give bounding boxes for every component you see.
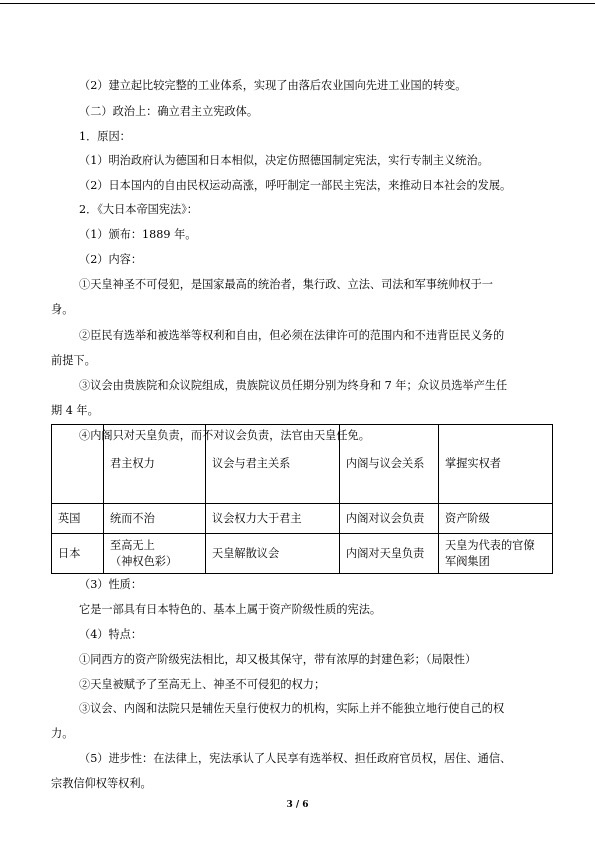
paragraph-line: 宗教信仰权等权利。 — [51, 777, 152, 790]
paragraph-line: 期 4 年。 — [51, 404, 99, 417]
table-cell — [104, 534, 206, 574]
table-cell: 议会权力大于君主 — [206, 504, 340, 534]
paragraph-line: （2）建立起比较完整的工业体系，实现了由落后农业国向先进工业国的转变。 — [79, 79, 467, 92]
page-top-rule — [0, 3, 595, 4]
paragraph-line: （5）进步性：在法律上，宪法承认了人民享有选举权、担任政府官员权，居住、通信、 — [79, 752, 512, 765]
paragraph-line: （1）颁布：1889 年。 — [79, 228, 197, 241]
paragraph-line: ③议会、内阁和法院只是辅佐天皇行使权力的机构，实际上并不能独立地行使自己的权 — [79, 702, 505, 715]
subsection-heading: （4）特点： — [79, 628, 143, 641]
table-cell-line: 军阀集团 — [445, 554, 490, 568]
table-cell-line: 至高无上 — [110, 538, 155, 552]
paragraph-line: 前提下。 — [51, 354, 96, 367]
table-cell: 天皇解散议会 — [206, 534, 340, 574]
paragraph-line: ④内阁只对天皇负责，而不对议会负责，法官由天皇任免。 — [79, 429, 370, 442]
table-header-cell: 君主权力 — [104, 425, 206, 504]
comparison-table — [51, 424, 553, 574]
table-header-cell: 掌握实权者 — [439, 425, 553, 504]
table-header-row — [52, 425, 553, 504]
paragraph-line: ②天皇被赋予了至高无上、神圣不可侵犯的权力； — [79, 678, 326, 691]
table-cell — [439, 534, 553, 574]
subsection-heading: 2．《大日本帝国宪法》： — [79, 203, 198, 216]
paragraph-line: ②臣民有选举和被选举等权利和自由，但必须在法律许可的范围内和不违背臣民义务的 — [79, 329, 505, 342]
table-cell-line: 天皇为代表的官僚 — [445, 538, 535, 552]
page-number: 3 / 6 — [286, 800, 309, 810]
subsection-heading: 1．原因： — [79, 130, 131, 143]
table-header-cell: 议会与君主关系 — [206, 425, 340, 504]
subsection-heading: （3）性质： — [79, 578, 143, 591]
table-row — [52, 504, 553, 534]
paragraph-line: ①天皇神圣不可侵犯，是国家最高的统治者，集行政、立法、司法和军事统帅权于一 — [79, 278, 493, 291]
table-cell: 统而不治 — [104, 504, 206, 534]
table-row — [52, 534, 553, 574]
table-cell: 日本 — [52, 534, 104, 574]
paragraph-line: （1）明治政府认为德国和日本相似，决定仿照德国制定宪法，实行专制主义统治。 — [79, 154, 489, 167]
paragraph-line: 它是一部具有日本特色的、基本上属于资产阶级性质的宪法。 — [79, 603, 382, 616]
table-header-cell — [52, 425, 104, 504]
table-cell: 资产阶级 — [439, 504, 553, 534]
paragraph-line: （2）内容： — [79, 253, 143, 266]
table-cell: 英国 — [52, 504, 104, 534]
table-header-cell: 内阁与议会关系 — [340, 425, 439, 504]
paragraph-line: ③议会由贵族院和众议院组成，贵族院议员任期分别为终身和 7 年；众议员选举产生任 — [79, 379, 508, 392]
section-heading: （二）政治上：确立君主立宪政体。 — [79, 105, 259, 118]
paragraph-line: （2）日本国内的自由民权运动高涨，呼吁制定一部民主宪法，来推动日本社会的发展。 — [79, 179, 512, 192]
table-cell-line: （神权色彩） — [110, 554, 178, 568]
table-cell: 内阁对议会负责 — [340, 504, 439, 534]
table-cell: 内阁对天皇负责 — [340, 534, 439, 574]
paragraph-line: 力。 — [51, 727, 74, 740]
paragraph-line: 身。 — [51, 303, 74, 316]
paragraph-line: ①同西方的资产阶级宪法相比，却又极其保守，带有浓厚的封建色彩；（局限性） — [79, 653, 477, 666]
